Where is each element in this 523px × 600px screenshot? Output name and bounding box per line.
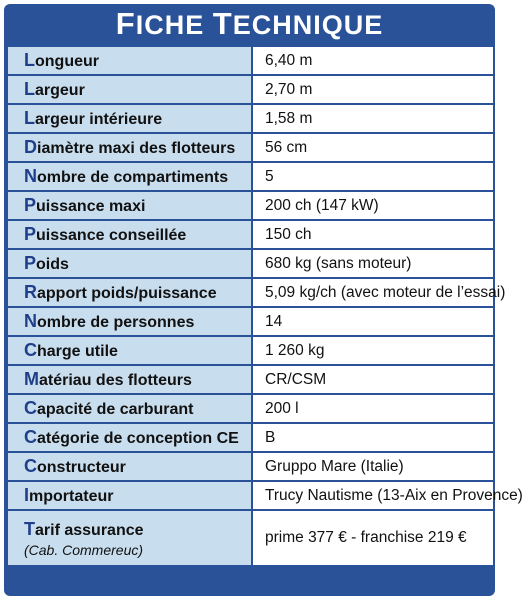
spec-label-initial: L (24, 50, 35, 70)
spec-label-text: apport poids/puissance (37, 285, 217, 302)
spec-row (7, 510, 494, 566)
spec-label-initial: T (24, 518, 35, 539)
spec-label-initial: D (24, 137, 37, 157)
spec-label-text: uissance maxi (36, 198, 146, 215)
spec-label-initial: N (24, 166, 37, 186)
spec-row (7, 481, 494, 510)
spec-row (7, 46, 494, 75)
title-text: ECHNIQUE (232, 10, 384, 40)
spec-label-initial: N (24, 311, 37, 331)
spec-row (7, 133, 494, 162)
spec-value: prime 377 € - franchise 219 € (252, 510, 494, 566)
technical-sheet (4, 4, 523, 596)
spec-label-text: ongueur (35, 53, 99, 70)
spec-label-initial: C (24, 456, 37, 476)
spec-label-initial: C (24, 427, 37, 447)
spec-row (7, 307, 494, 336)
spec-label-initial: P (24, 253, 37, 273)
spec-label (7, 452, 252, 481)
spec-row (7, 191, 494, 220)
title-initial: T (212, 6, 233, 41)
spec-row (7, 336, 494, 365)
spec-value: 200 ch (147 kW) (252, 191, 494, 220)
spec-label-text: apacité de carburant (37, 401, 194, 418)
spec-label (7, 133, 252, 162)
spec-row (7, 423, 494, 452)
spec-label (7, 46, 252, 75)
spec-label-initial: M (24, 369, 39, 389)
spec-label (7, 336, 252, 365)
spec-label (7, 249, 252, 278)
spec-row (7, 365, 494, 394)
spec-value: 200 l (252, 394, 494, 423)
title-text: ICHE (135, 10, 213, 40)
spec-label-text: ombre de compartiments (37, 169, 229, 186)
spec-label-initial: R (24, 282, 37, 302)
spec-label (7, 394, 252, 423)
spec-label-initial: I (24, 485, 30, 505)
spec-value: Gruppo Mare (Italie) (252, 452, 494, 481)
spec-value: CR/CSM (252, 365, 494, 394)
spec-label (7, 481, 252, 510)
spec-value: 5 (252, 162, 494, 191)
spec-value: 150 ch (252, 220, 494, 249)
spec-label-initial: L (24, 108, 35, 128)
spec-value: Trucy Nautisme (13-Aix en Provence) (252, 481, 494, 510)
spec-label-initial: P (24, 224, 37, 244)
spec-label-initial: C (24, 398, 37, 418)
spec-label (7, 191, 252, 220)
spec-label-text: argeur intérieure (35, 111, 163, 128)
spec-value: 2,70 m (252, 75, 494, 104)
spec-value: 1,58 m (252, 104, 494, 133)
spec-label-initial: P (24, 195, 37, 215)
spec-label-text: harge utile (37, 343, 118, 360)
spec-label-text: atégorie de conception CE (37, 430, 239, 447)
spec-value: 56 cm (252, 133, 494, 162)
spec-label-text: arif assurance (35, 521, 144, 539)
spec-label (7, 423, 252, 452)
spec-value: B (252, 423, 494, 452)
spec-row (7, 452, 494, 481)
title-initial: F (115, 6, 136, 41)
spec-row (7, 162, 494, 191)
spec-row (7, 394, 494, 423)
spec-row (7, 278, 494, 307)
spec-label (7, 75, 252, 104)
spec-value: 6,40 m (252, 46, 494, 75)
spec-label-initial: C (24, 340, 37, 360)
spec-row (7, 104, 494, 133)
spec-value: 680 kg (sans moteur) (252, 249, 494, 278)
sheet-title (4, 4, 495, 40)
spec-sublabel: (Cab. Commereuc) (24, 541, 144, 558)
spec-label-text: oids (36, 256, 69, 273)
spec-value: 1 260 kg (252, 336, 494, 365)
spec-label-text: uissance conseillée (36, 227, 187, 244)
spec-row (7, 75, 494, 104)
spec-label (7, 307, 252, 336)
spec-label (7, 365, 252, 394)
spec-label (7, 104, 252, 133)
spec-label (7, 278, 252, 307)
spec-label (7, 510, 252, 566)
spec-value: 14 (252, 307, 494, 336)
spec-table (6, 45, 523, 567)
spec-label-text: iamètre maxi des flotteurs (37, 140, 236, 157)
spec-label-initial: L (24, 79, 35, 99)
spec-label-text: atériau des flotteurs (39, 372, 192, 389)
spec-label-text: onstructeur (37, 459, 126, 476)
spec-label-text: ombre de personnes (37, 314, 195, 331)
spec-label (7, 162, 252, 191)
spec-label-text: argeur (35, 82, 85, 99)
spec-row (7, 249, 494, 278)
spec-label-text: mportateur (29, 488, 114, 505)
spec-row (7, 220, 494, 249)
spec-value: 5,09 kg/ch (avec moteur de l’essai) (252, 278, 494, 307)
spec-label (7, 220, 252, 249)
